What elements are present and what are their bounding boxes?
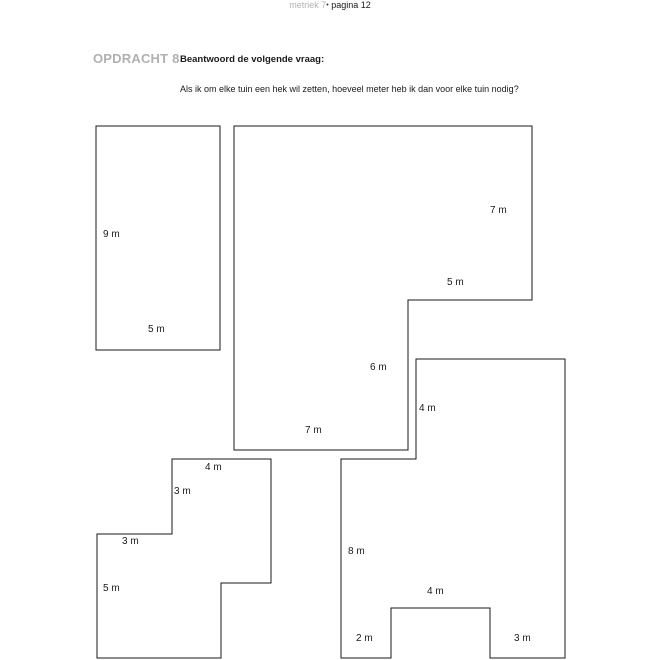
garden-4-label-notch: 4 m <box>427 586 444 597</box>
garden-1-label-width: 5 m <box>148 324 165 335</box>
garden-1-label-height: 9 m <box>103 229 120 240</box>
garden-4-label-bottom-left: 2 m <box>356 633 373 644</box>
garden-4-label-left: 8 m <box>348 546 365 557</box>
garden-2-label-inner: 6 m <box>370 362 387 373</box>
series-name: metriek 7 <box>289 0 327 10</box>
garden-4 <box>341 359 565 658</box>
separator-dot: • <box>326 2 329 9</box>
garden-2-label-step: 5 m <box>447 277 464 288</box>
garden-3-label-left: 5 m <box>103 583 120 594</box>
garden-3-label-step-width: 3 m <box>122 536 139 547</box>
assignment-number: OPDRACHT 8 <box>93 51 180 66</box>
garden-2 <box>234 126 532 450</box>
garden-4-label-bottom-right: 3 m <box>514 633 531 644</box>
page-number: pagina 12 <box>331 0 371 10</box>
garden-3-label-top: 4 m <box>205 462 222 473</box>
garden-3-label-step-height: 3 m <box>174 486 191 497</box>
garden-3 <box>97 459 271 658</box>
garden-2-label-right: 7 m <box>490 205 507 216</box>
assignment-instruction: Beantwoord de volgende vraag: <box>180 54 325 65</box>
garden-2-outline <box>234 126 532 450</box>
garden-2-label-bottom: 7 m <box>305 425 322 436</box>
assignment-question: Als ik om elke tuin een hek wil zetten, hoeveel meter heb ik dan voor elke tuin nodig? <box>180 84 519 94</box>
garden-1 <box>96 126 220 350</box>
garden-4-outline <box>341 359 565 658</box>
garden-4-label-upper: 4 m <box>419 403 436 414</box>
